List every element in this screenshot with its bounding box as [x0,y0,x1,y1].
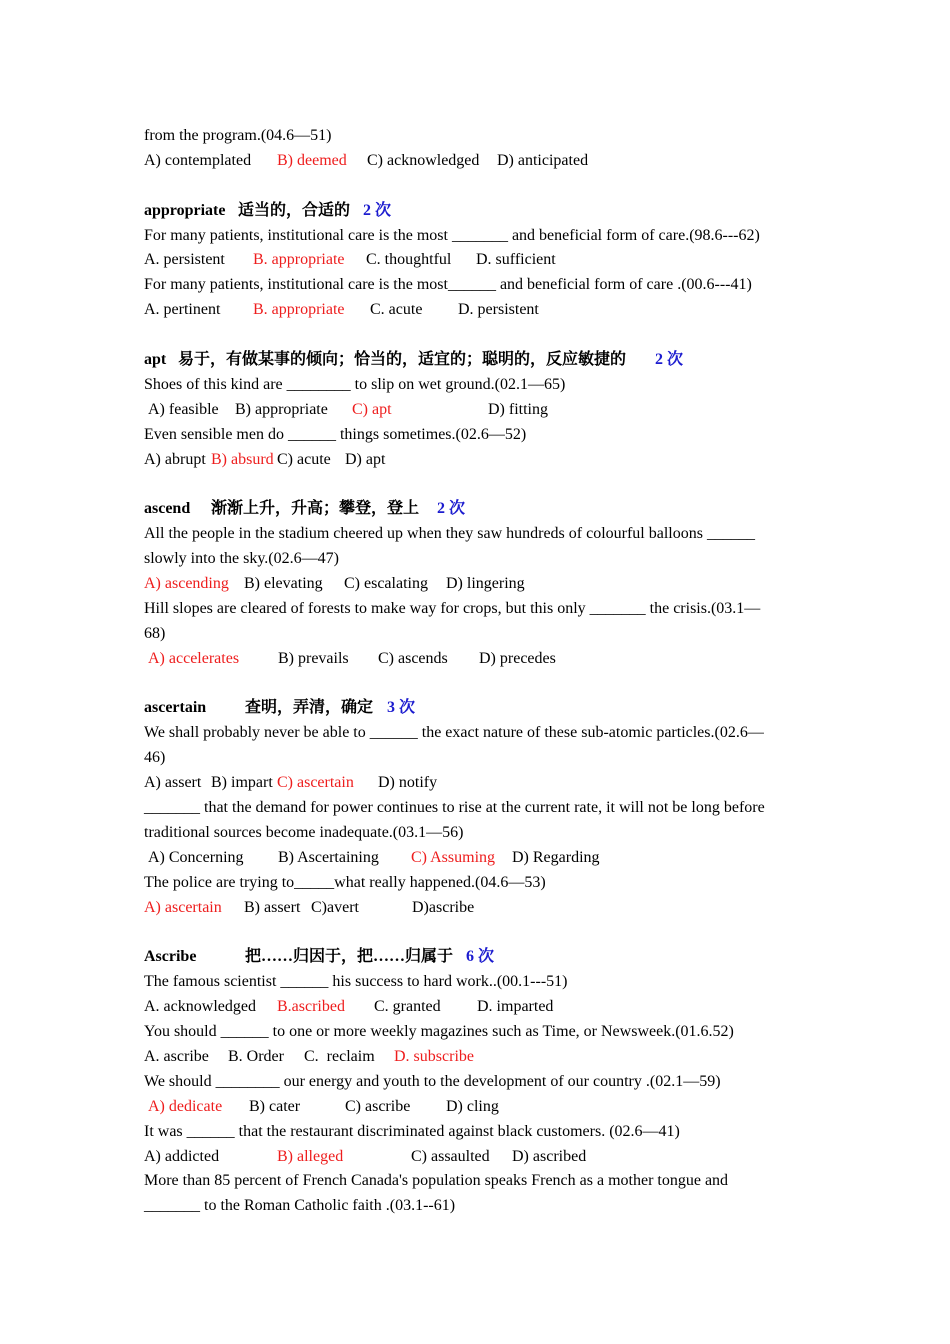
option-c: C) acute [277,450,331,468]
option-a: A. persistent [144,251,225,269]
question-stem-line: More than 85 percent of French Canada's population speaks French as a mother tongue and [144,1172,729,1190]
spacer [144,174,824,199]
question-stem-line: 68) [144,624,166,642]
headword-meaning: 渐渐上升，升高；攀登，登上 [211,500,420,518]
question-stem-line: You should ______ to one or more weekly magazines such as Time, or Newsweek.(01.6.52) [144,1023,734,1041]
option-a: A) contemplated [144,151,252,169]
headword-meaning: 把……归因于，把……归属于 [245,948,454,966]
option-d: D) fitting [488,400,548,418]
option-a: A) assert [144,774,202,792]
headword: ascertain [144,699,207,717]
occurrence-count: 2 次 [363,201,392,219]
option-b: B) prevails [278,649,349,667]
spacer [144,672,824,697]
option-b: B. appropriate [253,301,345,319]
option-a: A) addicted [144,1147,220,1165]
headword-meaning: 查明，弄清，确定 [245,699,374,717]
option-c: C. thoughtful [366,251,452,269]
spacer [144,323,824,348]
question-stem-line: For many patients, institutional care is the most______ and beneficial form of care .(00.6---41) [144,276,752,294]
entry-heading [144,497,824,522]
option-b: B) alleged [277,1147,344,1165]
option-a: A) ascertain [144,898,222,916]
option-b: B) appropriate [235,400,328,418]
option-c: C)avert [311,898,359,916]
option-row [144,1145,824,1170]
option-row [144,398,824,423]
option-c: C. granted [374,998,441,1016]
option-d: D) cling [446,1097,499,1115]
option-a: A) abrupt [144,450,206,468]
question-stem-line: For many patients, institutional care is the most _______ and beneficial form of care.(98.6---62) [144,226,760,244]
entry-heading [144,945,824,970]
option-d: D) precedes [479,649,556,667]
headword-meaning: 易于，有做某事的倾向；恰当的，适宜的；聪明的，反应敏捷的 [178,351,627,369]
document-page [144,124,824,1219]
question-stem-line: The famous scientist ______ his success to hard work..(00.1---51) [144,973,568,991]
entry-heading [144,348,824,373]
option-a: A. ascribe [144,1047,209,1065]
option-d: D)ascribe [412,898,475,916]
occurrence-count: 2 次 [655,351,684,369]
question-stem-line: Shoes of this kind are ________ to slip on wet ground.(02.1—65) [144,375,566,393]
option-row [144,1095,824,1120]
option-d: D) anticipated [497,151,589,169]
option-d: D) notify [378,774,438,792]
headword: appropriate [144,201,226,219]
question-stem-line: _______ that the demand for power continues to rise at the current rate, it will not be long before [144,799,765,817]
option-a: A. acknowledged [144,998,256,1016]
option-row [144,298,824,323]
option-a: A. pertinent [144,301,221,319]
spacer [144,921,824,946]
option-b: B) deemed [277,151,347,169]
option-b: B) assert [244,898,301,916]
headword: Ascribe [144,948,197,966]
option-c: C) ascribe [345,1097,411,1115]
option-c: C) ascertain [277,774,354,792]
option-d: D) Regarding [512,848,600,866]
option-row [144,1045,824,1070]
option-row [144,248,824,273]
entry-heading [144,199,824,224]
option-a: A) dedicate [148,1097,223,1115]
entry-heading [144,696,824,721]
question-stem-line: We should ________ our energy and youth to the development of our country .(02.1—59) [144,1072,721,1090]
option-row [144,448,824,473]
option-row [144,995,824,1020]
option-a: A) accelerates [148,649,240,667]
question-stem-line: All the people in the stadium cheered up when they saw hundreds of colourful balloons ______ [144,525,755,543]
option-row [144,771,824,796]
option-a: A) feasible [148,400,219,418]
option-c: C) assaulted [411,1147,490,1165]
option-b: B) cater [249,1097,301,1115]
option-a: A) Concerning [148,848,244,866]
option-b: B. Order [228,1047,284,1065]
question-stem-line: from the program.(04.6—51) [144,127,332,144]
question-stem-line: Even sensible men do ______ things sometimes.(02.6—52) [144,425,527,443]
option-row [144,149,824,174]
question-stem-line: Hill slopes are cleared of forests to make way for crops, but this only _______ the crisis.(03.1— [144,599,761,617]
spacer [144,472,824,497]
option-b: B.ascribed [277,998,345,1016]
option-c: C) acknowledged [367,151,480,169]
option-d: D) ascribed [512,1147,587,1165]
option-d: D. subscribe [394,1047,474,1065]
option-c: C) Assuming [411,848,496,866]
question-stem-line: The police are trying to_____what really happened.(04.6—53) [144,873,546,891]
option-d: D. sufficient [476,251,556,269]
question-stem-line: _______ to the Roman Catholic faith .(03.1--61) [144,1197,456,1215]
option-b: B) impart [211,774,273,792]
option-c: C. reclaim [304,1047,375,1065]
option-c: C) apt [352,400,392,418]
option-row [144,572,824,597]
option-b: B) absurd [211,450,274,468]
question-stem-line: traditional sources become inadequate.(03.1—56) [144,823,464,841]
option-d: D) apt [345,450,386,468]
option-b: B) elevating [244,575,323,593]
option-a: A) ascending [144,575,229,593]
option-c: C) ascends [378,649,448,667]
question-stem-line: 46) [144,749,166,767]
option-d: D. persistent [458,301,539,319]
question-stem-line: slowly into the sky.(02.6—47) [144,550,339,568]
option-c: C) escalating [344,575,428,593]
occurrence-count: 3 次 [387,699,416,717]
option-row [144,647,824,672]
option-d: D) lingering [446,575,525,593]
occurrence-count: 6 次 [466,948,495,966]
option-row [144,896,824,921]
question-stem-line: We shall probably never be able to ______ the exact nature of these sub-atomic particles.(02.6— [144,724,764,742]
headword-meaning: 适当的，合适的 [238,201,351,219]
occurrence-count: 2 次 [437,500,466,518]
option-d: D. imparted [477,998,554,1016]
option-row [144,846,824,871]
headword: ascend [144,500,191,518]
question-stem-line: It was ______ that the restaurant discriminated against black customers. (02.6—41) [144,1122,680,1140]
option-b: B. appropriate [253,251,345,269]
option-c: C. acute [370,301,423,319]
headword: apt [144,351,167,369]
option-b: B) Ascertaining [278,848,379,866]
